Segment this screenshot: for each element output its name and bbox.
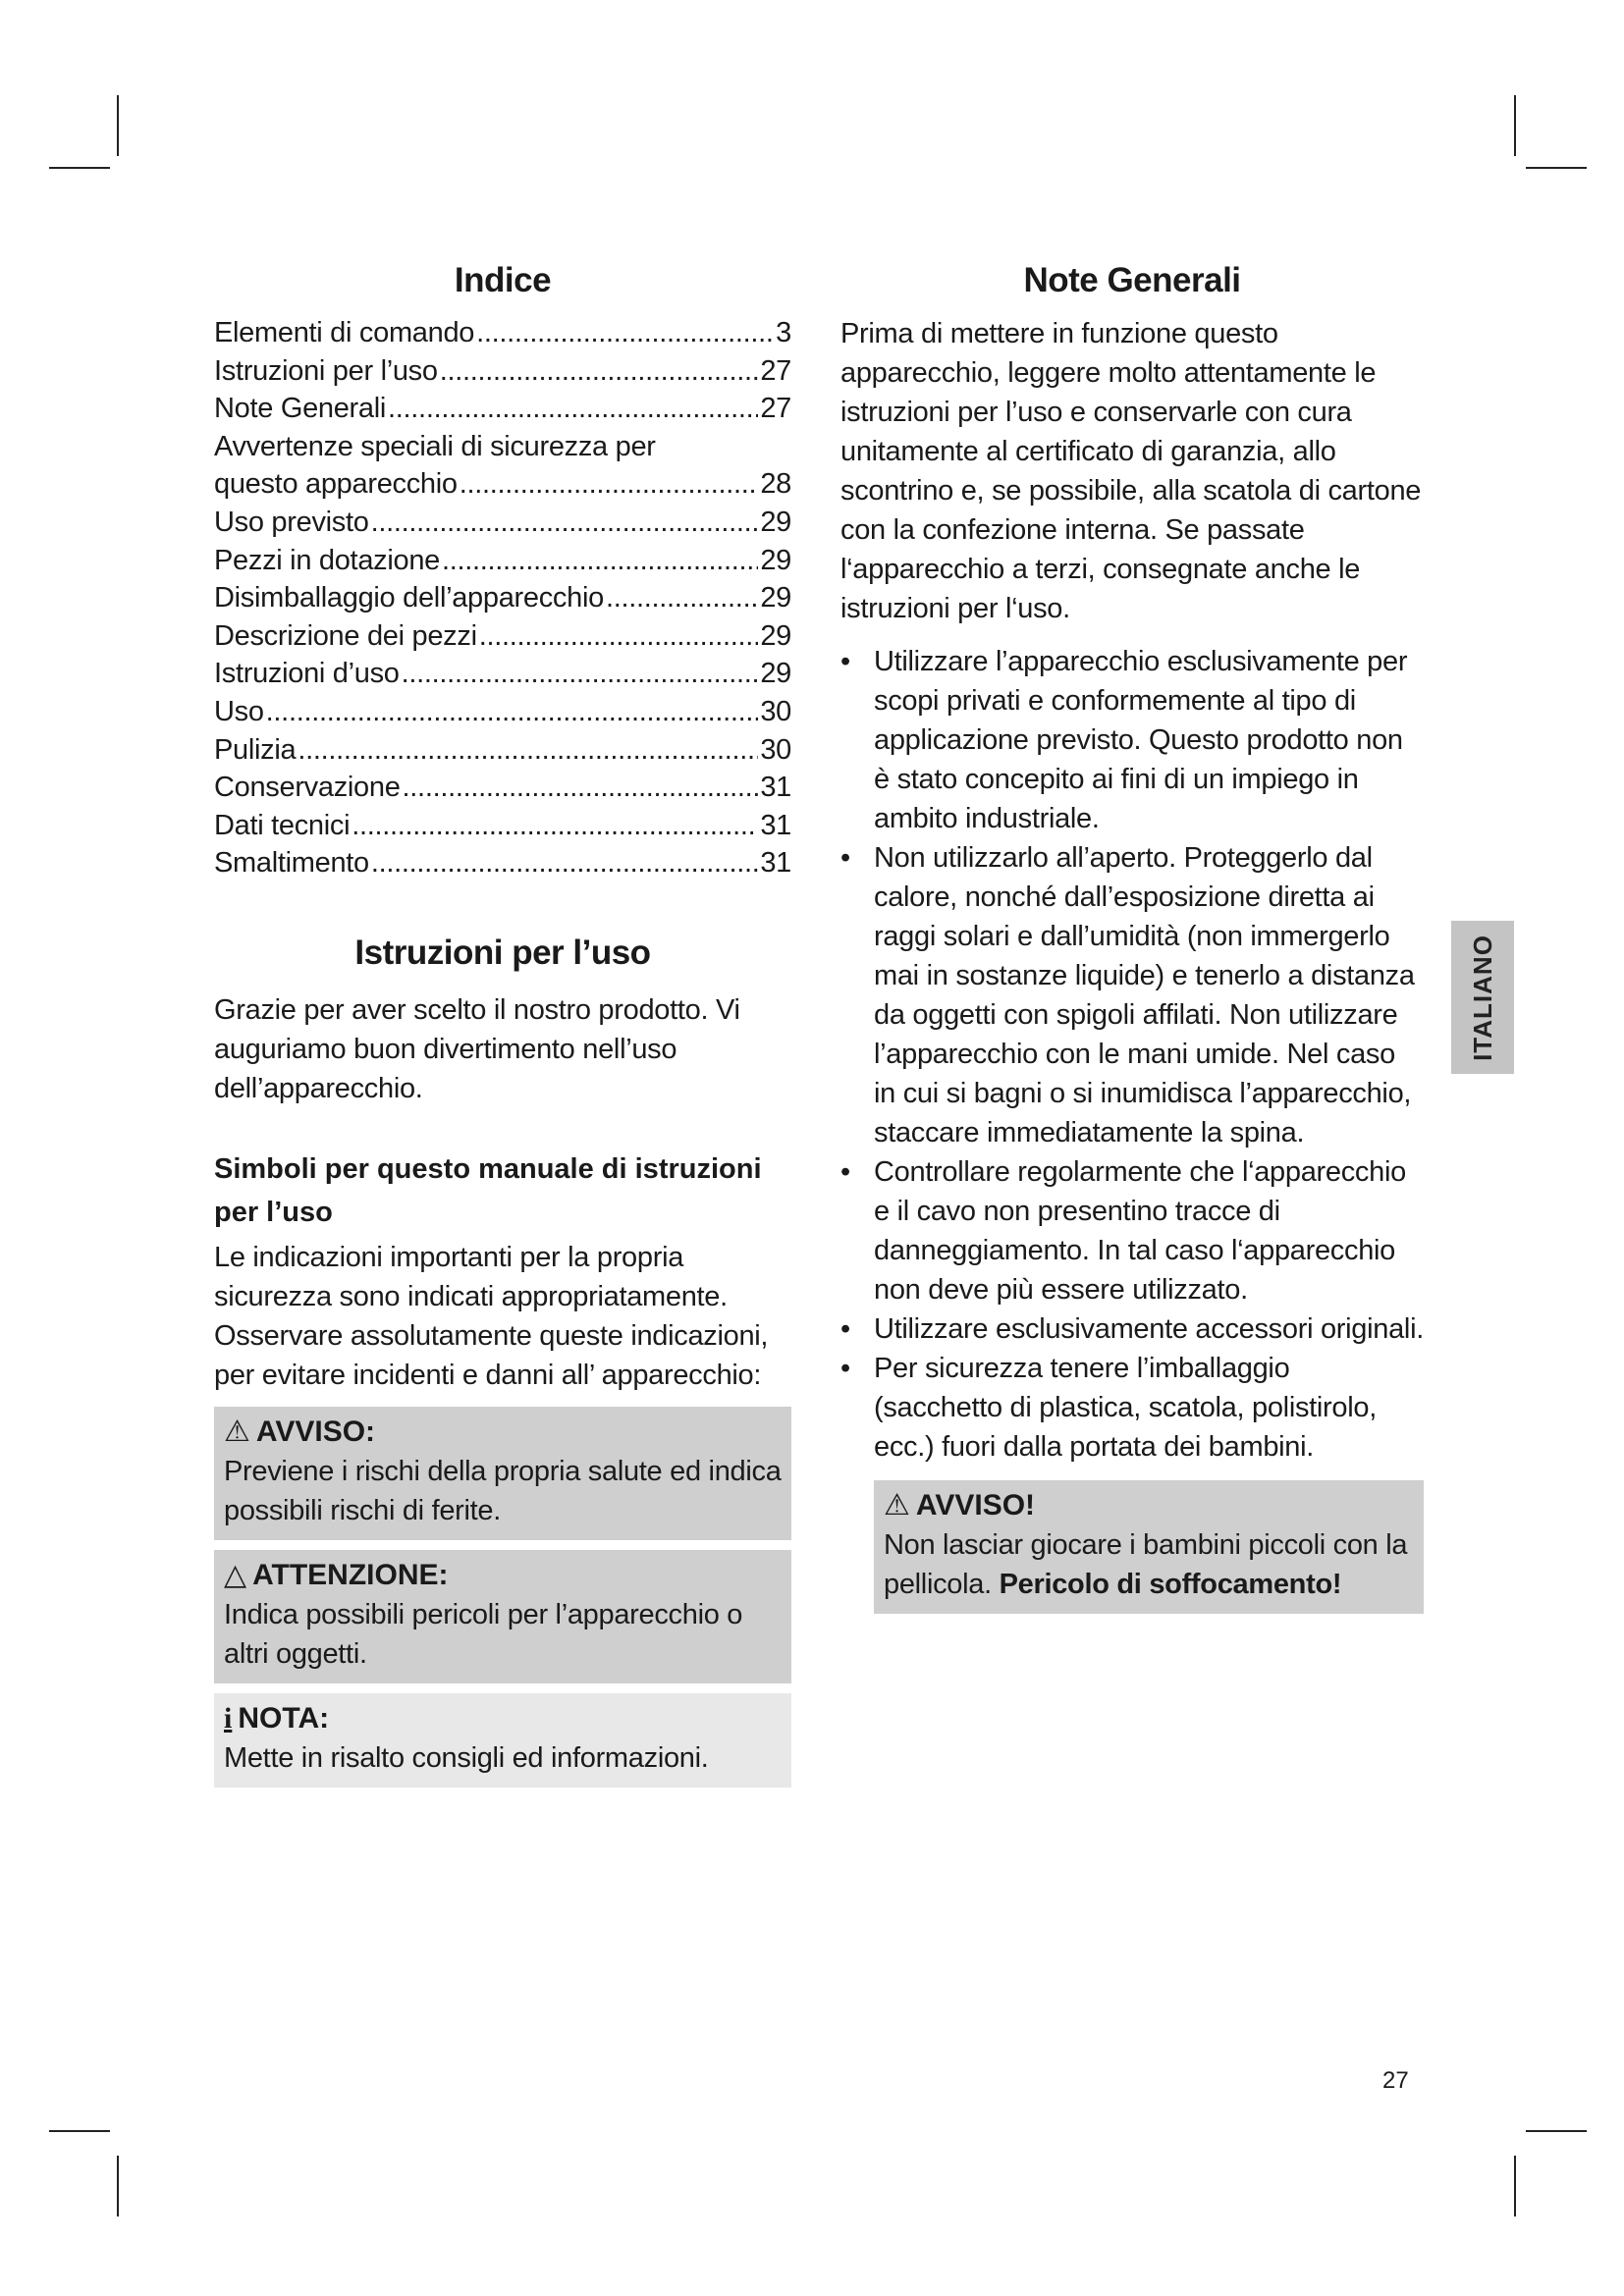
instructions-intro: Grazie per aver scelto il nostro prodotto. Vi auguriamo buon divertimento nell’uso dell’apparecchio.	[214, 993, 740, 1104]
toc-item[interactable]: Avvertenze speciali di sicurezza per questo apparecchio ..... 28	[214, 428, 791, 504]
index-title: Indice	[454, 261, 552, 299]
choking-warning-box	[874, 1480, 1424, 1614]
instructions-title: Istruzioni per l’uso	[354, 933, 651, 972]
language-tab: ITALIANO	[1451, 921, 1514, 1074]
warning-triangle-icon: ⚠	[224, 1415, 250, 1448]
crop-mark	[1514, 95, 1516, 156]
crop-mark	[49, 167, 110, 169]
crop-mark	[49, 2130, 110, 2132]
toc-item[interactable]: Istruzioni per l’uso ..... 27	[214, 352, 791, 391]
caution-text: Indica possibili pericoli per l’apparecchio o altri oggetti.	[224, 1598, 743, 1670]
right-column	[840, 253, 1424, 1614]
caution-triangle-icon: △	[224, 1558, 247, 1591]
toc-item[interactable]: Elementi di comando ..... 3	[214, 314, 791, 352]
table-of-contents	[214, 314, 791, 882]
crop-mark	[117, 2156, 119, 2216]
toc-item[interactable]: Conservazione ..... 31	[214, 769, 791, 807]
crop-mark	[1514, 2156, 1516, 2216]
note-box	[214, 1693, 791, 1788]
toc-item[interactable]: Descrizione dei pezzi ..... 29	[214, 617, 791, 656]
note-title: NOTA:	[238, 1701, 330, 1735]
warning-triangle-icon: ⚠	[884, 1489, 910, 1522]
toc-item[interactable]: Uso ..... 30	[214, 693, 791, 731]
choking-warning-text: Non lasciar giocare i bambini piccoli con la pellicola. Pericolo di soffocamento!	[884, 1529, 1408, 1600]
list-item: • Per sicurezza tenere l’imballaggio (sacchetto di plastica, scatola, polistirolo, ecc.) fuori dalla portata dei bambini.	[840, 1349, 1424, 1467]
warning-text: Previene i rischi della propria salute ed indica possibili rischi di ferite.	[224, 1455, 782, 1526]
general-notes-title: Note Generali	[1023, 261, 1241, 299]
left-column	[214, 253, 791, 1788]
toc-item[interactable]: Pulizia ..... 30	[214, 731, 791, 770]
toc-item[interactable]: Istruzioni d’uso ..... 29	[214, 655, 791, 693]
list-item: • Utilizzare l’apparecchio esclusivamente per scopi privati e conformemente al tipo di applicazione previsto. Questo prodotto non è stato concepito ai fini di un impiego in ambito industriale.	[840, 642, 1424, 838]
toc-item[interactable]: Dati tecnici ..... 31	[214, 807, 791, 845]
crop-mark	[1526, 2130, 1587, 2132]
page-number: 27	[1382, 2067, 1409, 2094]
toc-item[interactable]: Pezzi in dotazione ..... 29	[214, 542, 791, 580]
toc-item[interactable]: Smaltimento ..... 31	[214, 844, 791, 882]
toc-item[interactable]: Note Generali ..... 27	[214, 390, 791, 428]
toc-item[interactable]: Disimballaggio dell’apparecchio ..... 29	[214, 579, 791, 617]
info-icon: i	[224, 1701, 233, 1735]
crop-mark	[1526, 167, 1587, 169]
symbols-heading: Simboli per questo manuale di istruzioni per l’uso	[214, 1152, 762, 1228]
warning-box	[214, 1407, 791, 1540]
symbols-text: Le indicazioni importanti per la propria sicurezza sono indicati appropriatamente. Osservare assolutamente queste indicazioni, per evitare incidenti e danni all’ apparecchio:	[214, 1241, 769, 1391]
crop-mark	[117, 95, 119, 156]
warning-title: AVVISO:	[255, 1415, 376, 1448]
list-item: • Non utilizzarlo all’aperto. Proteggerlo dal calore, nonché dall’esposizione diretta ai raggi solari e dall’umidità (non immergerlo mai in sostanze liquide) e tenerlo a distanza da oggetti con spigoli affilati. Non utilizzare l’apparecchio con le mani umide. Nel caso in cui si bagni o si inumidisca l’apparecchio, staccare immediatamente la spina.	[840, 838, 1424, 1152]
caution-box	[214, 1550, 791, 1683]
list-item: • Utilizzare esclusivamente accessori originali.	[840, 1309, 1424, 1349]
caution-title: ATTENZIONE:	[252, 1558, 449, 1591]
toc-item[interactable]: Uso previsto ..... 29	[214, 504, 791, 542]
choking-warning-title: AVVISO!	[915, 1489, 1036, 1522]
list-item: • Controllare regolarmente che l‘apparecchio e il cavo non presentino tracce di danneggiamento. In tal caso l‘apparecchio non deve più essere utilizzato.	[840, 1152, 1424, 1309]
note-text: Mette in risalto consigli ed informazioni.	[224, 1741, 709, 1774]
general-notes-list	[840, 642, 1424, 1467]
general-notes-intro: Prima di mettere in funzione questo apparecchio, leggere molto attentamente le istruzioni per l’uso e conservarle con cura unitamente al certificato di garanzia, allo scontrino e, se possibile, alla scatola di cartone con la confezione interna. Se passate l‘apparecchio a terzi, consegnate anche le istruzioni per l‘uso.	[840, 318, 1422, 624]
